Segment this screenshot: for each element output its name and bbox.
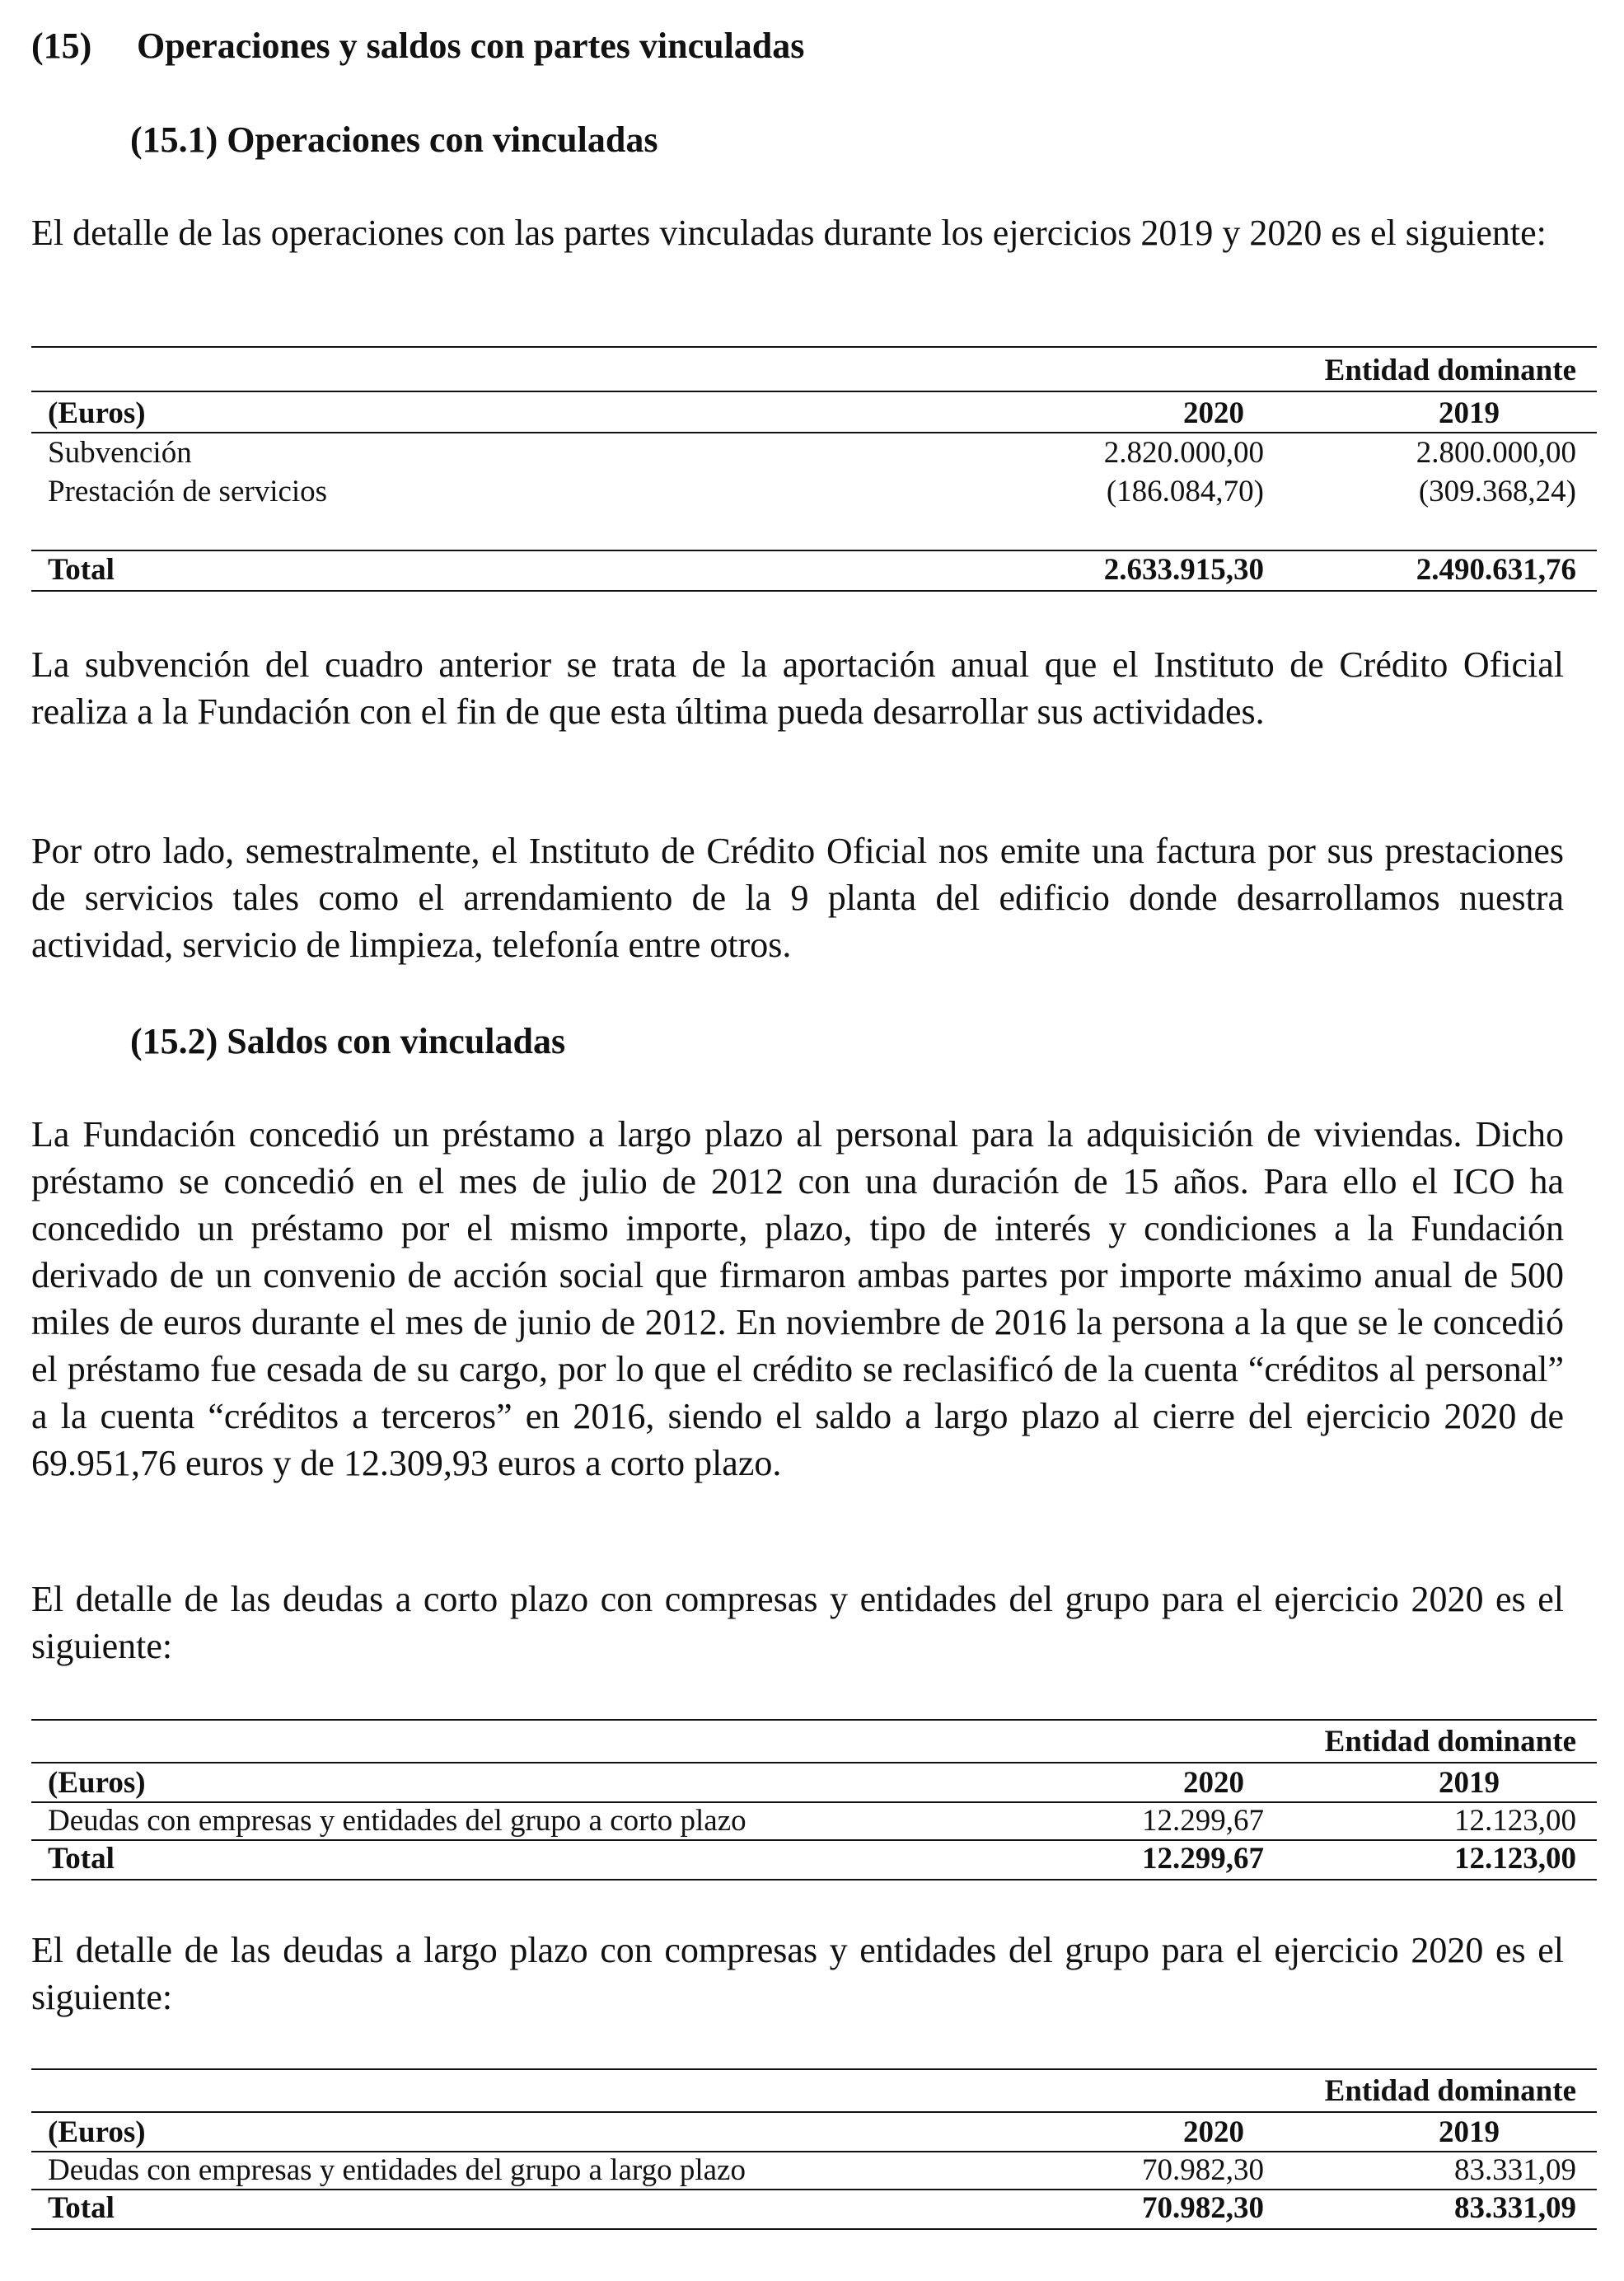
column-header-2020: 2020	[1183, 1766, 1244, 1800]
column-header-2019: 2019	[1439, 1766, 1500, 1800]
row-value-2019: (309.368,24)	[1418, 475, 1576, 508]
total-value-2020: 70.982,30	[1142, 2191, 1264, 2225]
column-header-2020: 2020	[1183, 396, 1244, 430]
total-value-2020: 12.299,67	[1142, 1842, 1264, 1876]
row-value-2019: 12.123,00	[1454, 1804, 1576, 1838]
table-rule	[31, 2111, 1597, 2113]
table-rule	[31, 550, 1597, 551]
table-rule	[31, 391, 1597, 392]
row-value-2020: 12.299,67	[1142, 1804, 1264, 1838]
total-value-2019: 83.331,09	[1454, 2191, 1576, 2225]
group-header: Entidad dominante	[1324, 1725, 1576, 1759]
table-rule	[31, 346, 1597, 348]
table-rule	[31, 432, 1597, 433]
row-value-2019: 83.331,09	[1454, 2153, 1576, 2187]
total-label: Total	[48, 1842, 115, 1876]
subsection-heading-15-1: (15.1) Operaciones con vinculadas	[130, 119, 658, 160]
column-header-2019: 2019	[1439, 396, 1500, 430]
row-value-2020: (186.084,70)	[1106, 475, 1264, 508]
table-rule	[31, 1762, 1597, 1763]
section-number: (15)	[31, 26, 92, 66]
row-value-2020: 2.820.000,00	[1103, 436, 1264, 470]
table-rule	[31, 1839, 1597, 1841]
column-header-2020: 2020	[1183, 2115, 1244, 2149]
paragraph-prestamo: La Fundación concedió un préstamo a largo plazo al personal para la adquisición de viviendas. Dicho préstamo se concedió en el mes de julio de 2012 con una duración de 15 años. Para ello el ICO ha concedido un préstamo por el mismo importe, plazo, tipo de interés y condiciones a la Fundación derivado de un convenio de acción social que firmaron ambas partes por importe máximo anual de 500 miles de euros durante el mes de junio de 2012. En noviembre de 2016 la persona a la que se le concedió el préstamo fue cesada de su cargo, por lo que el crédito se reclasificó de la cuenta “créditos al personal” a la cuenta “créditos a terceros” en 2016, siendo el saldo a largo plazo al cierre del ejercicio 2020 de 69.951,76 euros y de 12.309,93 euros a corto plazo.	[31, 1114, 1564, 1483]
table-rule	[31, 2189, 1597, 2190]
total-label: Total	[48, 2191, 115, 2225]
paragraph-deudas-largo: El detalle de las deudas a largo plazo con compresas y entidades del grupo para el ejercicio 2020 es el siguiente:	[31, 1930, 1564, 2017]
total-value-2020: 2.633.915,30	[1103, 553, 1264, 587]
total-label: Total	[48, 553, 115, 587]
paragraph-subvencion: La subvención del cuadro anterior se trata de la aportación anual que el Instituto de Crédito Oficial realiza a la Fundación con el fin de que esta última pueda desarrollar sus actividades.	[31, 644, 1564, 732]
long-term-debt-table	[31, 2068, 1597, 2241]
unit-label: (Euros)	[48, 396, 146, 430]
row-label-subvencion: Subvención	[48, 436, 192, 470]
paragraph-servicios: Por otro lado, semestralmente, el Instituto de Crédito Oficial nos emite una factura por sus prestaciones de servicios tales como el arrendamiento de la 9 planta del edificio donde desarrollamos nuestra actividad, servicio de limpieza, telefonía entre otros.	[31, 831, 1564, 965]
total-value-2019: 2.490.631,76	[1416, 553, 1576, 587]
unit-label: (Euros)	[48, 1766, 146, 1800]
table-rule	[31, 1719, 1597, 1721]
section-title: Operaciones y saldos con partes vinculadas	[137, 26, 805, 66]
group-header: Entidad dominante	[1324, 354, 1576, 387]
column-header-2019: 2019	[1439, 2115, 1500, 2149]
row-value-2019: 2.800.000,00	[1416, 436, 1576, 470]
subsection-heading-15-2: (15.2) Saldos con vinculadas	[130, 1021, 566, 1061]
row-label-prestacion: Prestación de servicios	[48, 475, 328, 508]
short-term-debt-table	[31, 1719, 1597, 1892]
operations-table	[31, 346, 1597, 593]
table-rule	[31, 590, 1597, 592]
total-value-2019: 12.123,00	[1454, 1842, 1576, 1876]
row-label-deudas-largo: Deudas con empresas y entidades del grupo a largo plazo	[48, 2153, 746, 2187]
row-value-2020: 70.982,30	[1142, 2153, 1264, 2187]
group-header: Entidad dominante	[1324, 2074, 1576, 2108]
table-rule	[31, 1879, 1597, 1881]
paragraph-deudas-corto: El detalle de las deudas a corto plazo con compresas y entidades del grupo para el ejercicio 2020 es el siguiente:	[31, 1579, 1564, 1666]
paragraph-intro-operations: El detalle de las operaciones con las partes vinculadas durante los ejercicios 2019 y 2020 es el siguiente:	[31, 213, 1547, 253]
unit-label: (Euros)	[48, 2115, 146, 2149]
table-rule	[31, 2068, 1597, 2070]
section-heading	[31, 25, 804, 67]
table-rule	[31, 2228, 1597, 2230]
row-label-deudas-corto: Deudas con empresas y entidades del grupo a corto plazo	[48, 1804, 746, 1838]
